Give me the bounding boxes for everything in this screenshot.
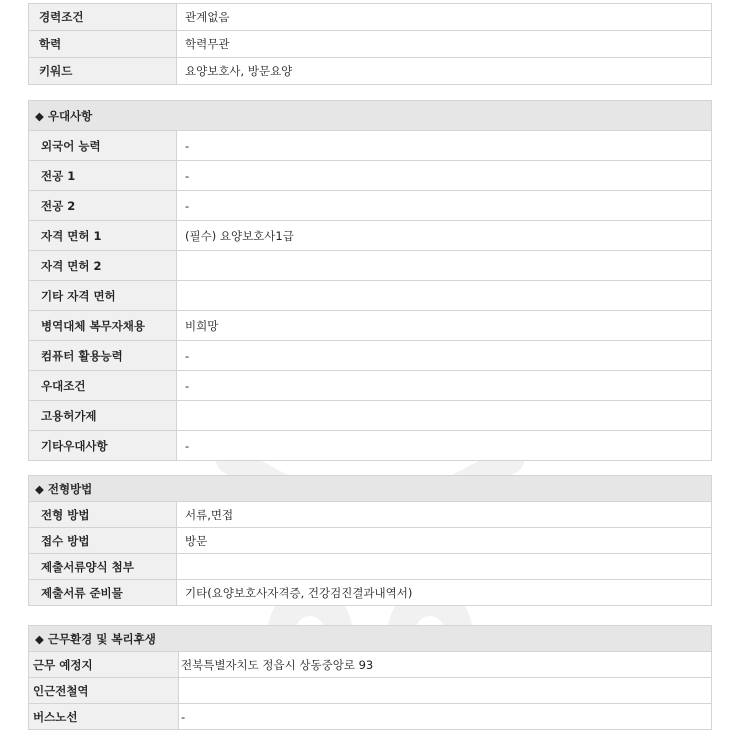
row-value: - <box>177 431 712 461</box>
table-row <box>29 4 712 31</box>
row-value: 기타(요양보호사자격증, 건강검진결과내역서) <box>177 580 712 606</box>
section-header-row <box>29 476 712 502</box>
row-label: 인근전철역 <box>29 678 179 704</box>
table-row <box>29 502 712 528</box>
row-value <box>179 678 712 704</box>
preferences-table <box>28 100 712 461</box>
row-label: 근무 예정지 <box>29 652 179 678</box>
table-row <box>29 31 712 58</box>
row-label: 제출서류 준비물 <box>29 580 177 606</box>
table-row <box>29 580 712 606</box>
table-row <box>29 528 712 554</box>
diamond-bullet-icon: ◆ <box>35 481 44 496</box>
row-label: 경력조건 <box>29 4 177 31</box>
row-value <box>177 401 712 431</box>
basic-info-table <box>28 3 712 85</box>
row-value: - <box>177 371 712 401</box>
table-row <box>29 311 712 341</box>
row-label: 학력 <box>29 31 177 58</box>
row-value: - <box>177 161 712 191</box>
row-label: 자격 면허 1 <box>29 221 177 251</box>
table-row <box>29 341 712 371</box>
row-value <box>177 554 712 580</box>
section-title-text: 전형방법 <box>47 481 93 496</box>
row-label: 접수 방법 <box>29 528 177 554</box>
table-row <box>29 161 712 191</box>
diamond-bullet-icon: ◆ <box>35 108 44 123</box>
table-row <box>29 704 712 730</box>
row-value: 방문 <box>177 528 712 554</box>
row-value <box>177 281 712 311</box>
row-label: 외국어 능력 <box>29 131 177 161</box>
table-row <box>29 251 712 281</box>
table-row <box>29 371 712 401</box>
row-value: 비희망 <box>177 311 712 341</box>
row-label: 고용허가제 <box>29 401 177 431</box>
row-value: 서류,면접 <box>177 502 712 528</box>
table-row <box>29 221 712 251</box>
row-label: 기타 자격 면허 <box>29 281 177 311</box>
row-label: 전형 방법 <box>29 502 177 528</box>
table-row <box>29 281 712 311</box>
row-value: - <box>177 341 712 371</box>
row-value: - <box>177 131 712 161</box>
table-row <box>29 678 712 704</box>
work-environment-table <box>28 625 712 730</box>
row-value: 관계없음 <box>177 4 712 31</box>
row-label: 키워드 <box>29 58 177 85</box>
section-title-text: 근무환경 및 복리후생 <box>47 631 156 646</box>
row-value: 요양보호사, 방문요양 <box>177 58 712 85</box>
row-value: 학력무관 <box>177 31 712 58</box>
row-value: - <box>179 704 712 730</box>
table-row <box>29 191 712 221</box>
table-row <box>29 131 712 161</box>
row-label: 우대조건 <box>29 371 177 401</box>
row-label: 전공 2 <box>29 191 177 221</box>
row-label: 컴퓨터 활용능력 <box>29 341 177 371</box>
section-title-text: 우대사항 <box>47 108 93 123</box>
row-label: 버스노선 <box>29 704 179 730</box>
table-row <box>29 58 712 85</box>
row-value <box>177 251 712 281</box>
row-label: 자격 면허 2 <box>29 251 177 281</box>
table-row <box>29 401 712 431</box>
section-header-row <box>29 626 712 652</box>
row-label: 제출서류양식 첨부 <box>29 554 177 580</box>
section-title <box>29 101 712 131</box>
diamond-bullet-icon: ◆ <box>35 631 44 646</box>
table-row <box>29 431 712 461</box>
row-label: 병역대체 복무자채용 <box>29 311 177 341</box>
row-label: 기타우대사항 <box>29 431 177 461</box>
row-value: (필수) 요양보호사1급 <box>177 221 712 251</box>
row-value: 전북특별자치도 정읍시 상동중앙로 93 <box>179 652 712 678</box>
table-row <box>29 652 712 678</box>
row-label: 전공 1 <box>29 161 177 191</box>
row-value: - <box>177 191 712 221</box>
section-header-row <box>29 101 712 131</box>
section-title <box>29 476 712 502</box>
table-row <box>29 554 712 580</box>
selection-method-table <box>28 475 712 606</box>
section-title <box>29 626 712 652</box>
